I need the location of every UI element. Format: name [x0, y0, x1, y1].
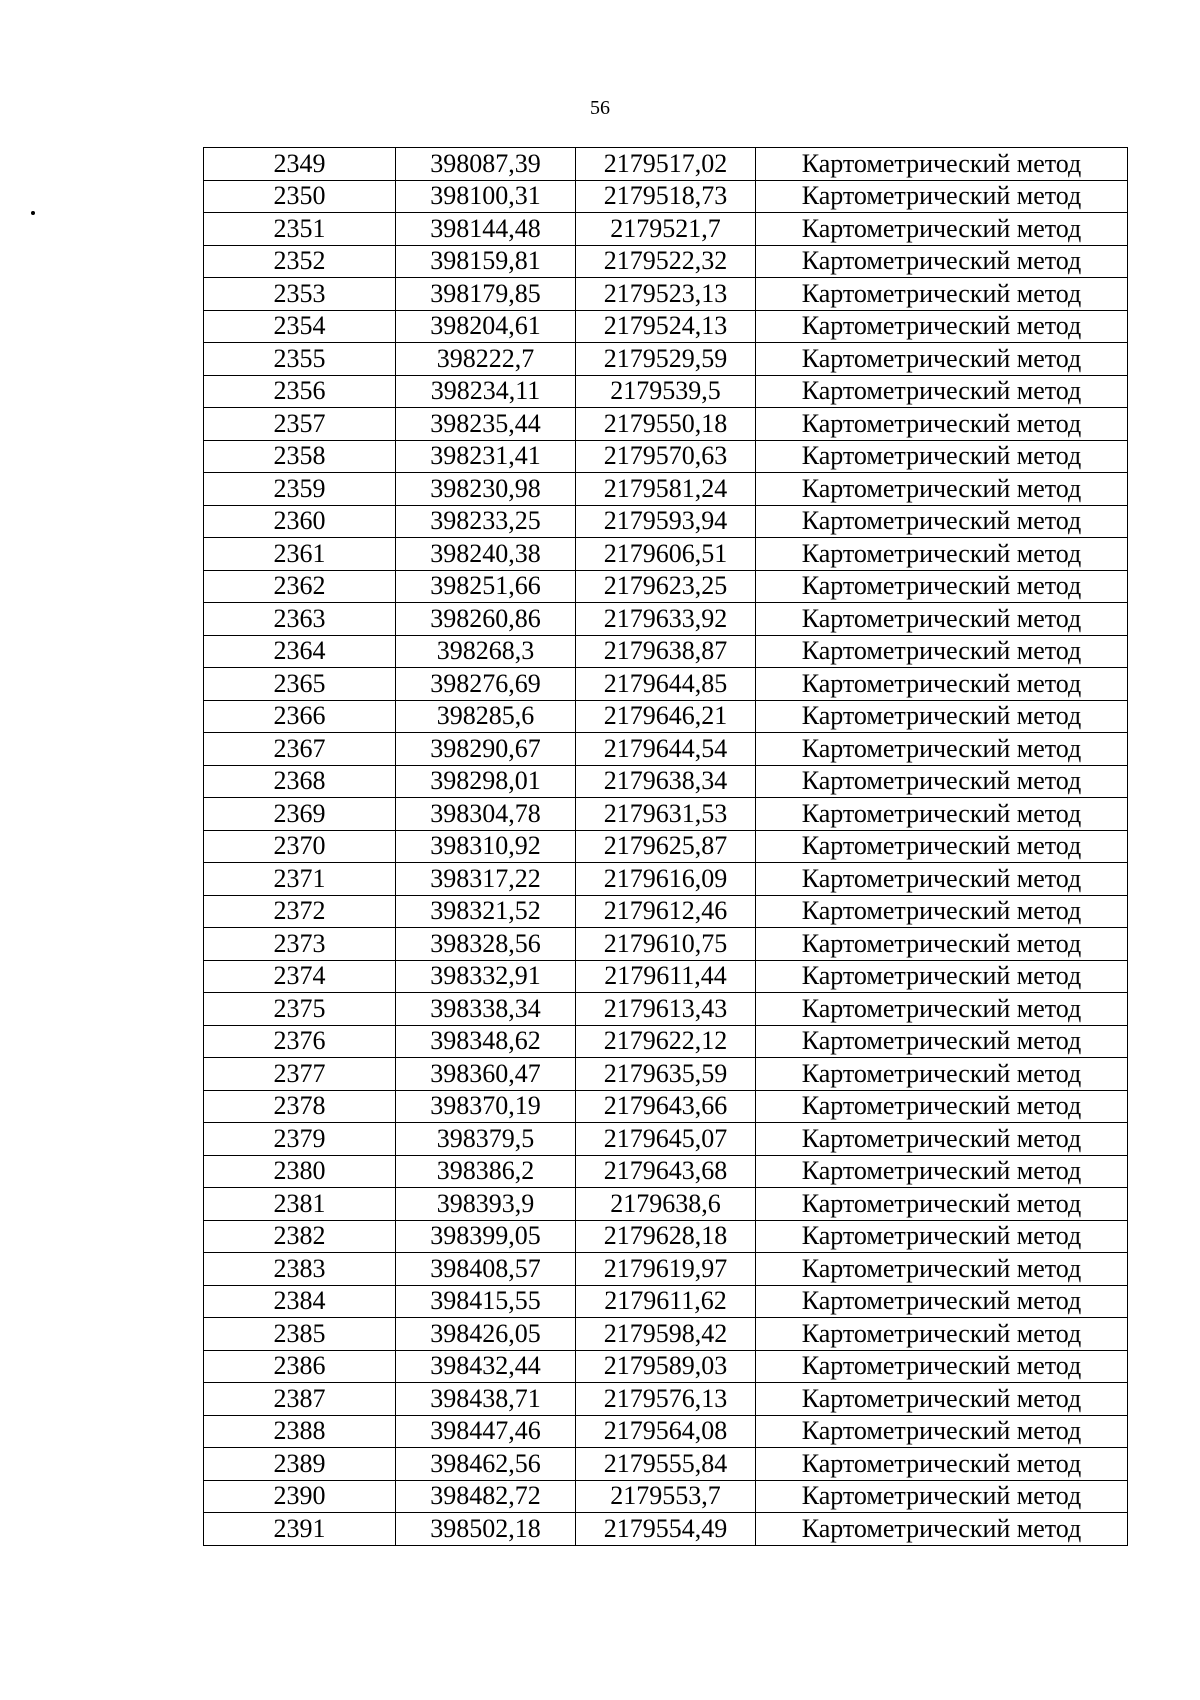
y-coordinate-cell: 2179635,59	[576, 1058, 756, 1091]
table-row	[204, 440, 1128, 473]
y-coordinate-cell: 2179524,13	[576, 310, 756, 343]
point-number-cell: 2353	[204, 278, 396, 311]
method-cell: Картометрический метод	[756, 830, 1128, 863]
point-number-cell: 2352	[204, 245, 396, 278]
method-cell: Картометрический метод	[756, 765, 1128, 798]
table-row	[204, 668, 1128, 701]
method-cell: Картометрический метод	[756, 1448, 1128, 1481]
point-number-cell: 2386	[204, 1350, 396, 1383]
x-coordinate-cell: 398233,25	[396, 505, 576, 538]
x-coordinate-cell: 398408,57	[396, 1253, 576, 1286]
x-coordinate-cell: 398298,01	[396, 765, 576, 798]
point-number-cell: 2362	[204, 570, 396, 603]
y-coordinate-cell: 2179529,59	[576, 343, 756, 376]
y-coordinate-cell: 2179522,32	[576, 245, 756, 278]
x-coordinate-cell: 398304,78	[396, 798, 576, 831]
method-cell: Картометрический метод	[756, 733, 1128, 766]
y-coordinate-cell: 2179644,54	[576, 733, 756, 766]
point-number-cell: 2380	[204, 1155, 396, 1188]
y-coordinate-cell: 2179521,7	[576, 213, 756, 246]
method-cell: Картометрический метод	[756, 538, 1128, 571]
method-cell: Картометрический метод	[756, 1155, 1128, 1188]
point-number-cell: 2378	[204, 1090, 396, 1123]
point-number-cell: 2377	[204, 1058, 396, 1091]
x-coordinate-cell: 398317,22	[396, 863, 576, 896]
point-number-cell: 2356	[204, 375, 396, 408]
coordinates-table	[203, 147, 1128, 1546]
point-number-cell: 2364	[204, 635, 396, 668]
y-coordinate-cell: 2179570,63	[576, 440, 756, 473]
x-coordinate-cell: 398370,19	[396, 1090, 576, 1123]
table-row	[204, 148, 1128, 181]
method-cell: Картометрический метод	[756, 668, 1128, 701]
x-coordinate-cell: 398234,11	[396, 375, 576, 408]
y-coordinate-cell: 2179593,94	[576, 505, 756, 538]
x-coordinate-cell: 398321,52	[396, 895, 576, 928]
x-coordinate-cell: 398338,34	[396, 993, 576, 1026]
point-number-cell: 2350	[204, 180, 396, 213]
y-coordinate-cell: 2179553,7	[576, 1480, 756, 1513]
table-row	[204, 245, 1128, 278]
point-number-cell: 2376	[204, 1025, 396, 1058]
point-number-cell: 2370	[204, 830, 396, 863]
x-coordinate-cell: 398328,56	[396, 928, 576, 961]
coordinates-table-body	[204, 148, 1128, 1546]
method-cell: Картометрический метод	[756, 895, 1128, 928]
y-coordinate-cell: 2179555,84	[576, 1448, 756, 1481]
x-coordinate-cell: 398100,31	[396, 180, 576, 213]
table-row	[204, 473, 1128, 506]
method-cell: Картометрический метод	[756, 1480, 1128, 1513]
table-row	[204, 1448, 1128, 1481]
point-number-cell: 2390	[204, 1480, 396, 1513]
method-cell: Картометрический метод	[756, 928, 1128, 961]
y-coordinate-cell: 2179638,6	[576, 1188, 756, 1221]
table-row	[204, 1155, 1128, 1188]
x-coordinate-cell: 398332,91	[396, 960, 576, 993]
y-coordinate-cell: 2179616,09	[576, 863, 756, 896]
method-cell: Картометрический метод	[756, 1220, 1128, 1253]
table-row	[204, 343, 1128, 376]
table-row	[204, 1383, 1128, 1416]
table-row	[204, 1253, 1128, 1286]
table-row	[204, 1513, 1128, 1546]
y-coordinate-cell: 2179581,24	[576, 473, 756, 506]
method-cell: Картометрический метод	[756, 1415, 1128, 1448]
point-number-cell: 2365	[204, 668, 396, 701]
table-row	[204, 830, 1128, 863]
y-coordinate-cell: 2179619,97	[576, 1253, 756, 1286]
table-row	[204, 570, 1128, 603]
point-number-cell: 2385	[204, 1318, 396, 1351]
y-coordinate-cell: 2179622,12	[576, 1025, 756, 1058]
point-number-cell: 2361	[204, 538, 396, 571]
y-coordinate-cell: 2179611,62	[576, 1285, 756, 1318]
x-coordinate-cell: 398260,86	[396, 603, 576, 636]
y-coordinate-cell: 2179612,46	[576, 895, 756, 928]
method-cell: Картометрический метод	[756, 180, 1128, 213]
table-row	[204, 1123, 1128, 1156]
point-number-cell: 2391	[204, 1513, 396, 1546]
table-row	[204, 538, 1128, 571]
method-cell: Картометрический метод	[756, 798, 1128, 831]
method-cell: Картометрический метод	[756, 375, 1128, 408]
method-cell: Картометрический метод	[756, 1513, 1128, 1546]
method-cell: Картометрический метод	[756, 213, 1128, 246]
y-coordinate-cell: 2179611,44	[576, 960, 756, 993]
x-coordinate-cell: 398251,66	[396, 570, 576, 603]
table-row	[204, 278, 1128, 311]
y-coordinate-cell: 2179576,13	[576, 1383, 756, 1416]
table-row	[204, 1318, 1128, 1351]
x-coordinate-cell: 398235,44	[396, 408, 576, 441]
y-coordinate-cell: 2179623,25	[576, 570, 756, 603]
method-cell: Картометрический метод	[756, 1090, 1128, 1123]
x-coordinate-cell: 398310,92	[396, 830, 576, 863]
point-number-cell: 2381	[204, 1188, 396, 1221]
y-coordinate-cell: 2179643,68	[576, 1155, 756, 1188]
method-cell: Картометрический метод	[756, 310, 1128, 343]
y-coordinate-cell: 2179606,51	[576, 538, 756, 571]
y-coordinate-cell: 2179643,66	[576, 1090, 756, 1123]
x-coordinate-cell: 398222,7	[396, 343, 576, 376]
point-number-cell: 2357	[204, 408, 396, 441]
method-cell: Картометрический метод	[756, 1188, 1128, 1221]
point-number-cell: 2367	[204, 733, 396, 766]
y-coordinate-cell: 2179610,75	[576, 928, 756, 961]
point-number-cell: 2359	[204, 473, 396, 506]
point-number-cell: 2349	[204, 148, 396, 181]
y-coordinate-cell: 2179518,73	[576, 180, 756, 213]
x-coordinate-cell: 398393,9	[396, 1188, 576, 1221]
table-row	[204, 700, 1128, 733]
point-number-cell: 2363	[204, 603, 396, 636]
method-cell: Картометрический метод	[756, 635, 1128, 668]
table-row	[204, 1220, 1128, 1253]
x-coordinate-cell: 398204,61	[396, 310, 576, 343]
method-cell: Картометрический метод	[756, 700, 1128, 733]
method-cell: Картометрический метод	[756, 603, 1128, 636]
method-cell: Картометрический метод	[756, 1383, 1128, 1416]
point-number-cell: 2384	[204, 1285, 396, 1318]
x-coordinate-cell: 398268,3	[396, 635, 576, 668]
method-cell: Картометрический метод	[756, 863, 1128, 896]
x-coordinate-cell: 398502,18	[396, 1513, 576, 1546]
method-cell: Картометрический метод	[756, 570, 1128, 603]
table-row	[204, 505, 1128, 538]
point-number-cell: 2366	[204, 700, 396, 733]
table-row	[204, 1025, 1128, 1058]
method-cell: Картометрический метод	[756, 148, 1128, 181]
y-coordinate-cell: 2179589,03	[576, 1350, 756, 1383]
scan-dot-mark	[31, 211, 35, 215]
x-coordinate-cell: 398230,98	[396, 473, 576, 506]
table-row	[204, 635, 1128, 668]
point-number-cell: 2351	[204, 213, 396, 246]
method-cell: Картометрический метод	[756, 960, 1128, 993]
table-row	[204, 733, 1128, 766]
x-coordinate-cell: 398447,46	[396, 1415, 576, 1448]
point-number-cell: 2382	[204, 1220, 396, 1253]
table-row	[204, 1058, 1128, 1091]
x-coordinate-cell: 398144,48	[396, 213, 576, 246]
y-coordinate-cell: 2179625,87	[576, 830, 756, 863]
point-number-cell: 2374	[204, 960, 396, 993]
x-coordinate-cell: 398415,55	[396, 1285, 576, 1318]
y-coordinate-cell: 2179645,07	[576, 1123, 756, 1156]
point-number-cell: 2368	[204, 765, 396, 798]
x-coordinate-cell: 398240,38	[396, 538, 576, 571]
point-number-cell: 2387	[204, 1383, 396, 1416]
table-row	[204, 765, 1128, 798]
point-number-cell: 2375	[204, 993, 396, 1026]
y-coordinate-cell: 2179598,42	[576, 1318, 756, 1351]
method-cell: Картометрический метод	[756, 245, 1128, 278]
table-row	[204, 1415, 1128, 1448]
table-row	[204, 1480, 1128, 1513]
point-number-cell: 2371	[204, 863, 396, 896]
point-number-cell: 2358	[204, 440, 396, 473]
point-number-cell: 2379	[204, 1123, 396, 1156]
table-row	[204, 603, 1128, 636]
point-number-cell: 2360	[204, 505, 396, 538]
x-coordinate-cell: 398462,56	[396, 1448, 576, 1481]
x-coordinate-cell: 398159,81	[396, 245, 576, 278]
table-row	[204, 993, 1128, 1026]
x-coordinate-cell: 398432,44	[396, 1350, 576, 1383]
point-number-cell: 2355	[204, 343, 396, 376]
table-row	[204, 408, 1128, 441]
y-coordinate-cell: 2179613,43	[576, 993, 756, 1026]
method-cell: Картометрический метод	[756, 408, 1128, 441]
y-coordinate-cell: 2179644,85	[576, 668, 756, 701]
y-coordinate-cell: 2179539,5	[576, 375, 756, 408]
y-coordinate-cell: 2179628,18	[576, 1220, 756, 1253]
y-coordinate-cell: 2179646,21	[576, 700, 756, 733]
x-coordinate-cell: 398231,41	[396, 440, 576, 473]
y-coordinate-cell: 2179638,34	[576, 765, 756, 798]
x-coordinate-cell: 398426,05	[396, 1318, 576, 1351]
method-cell: Картометрический метод	[756, 1350, 1128, 1383]
point-number-cell: 2372	[204, 895, 396, 928]
y-coordinate-cell: 2179638,87	[576, 635, 756, 668]
x-coordinate-cell: 398290,67	[396, 733, 576, 766]
x-coordinate-cell: 398399,05	[396, 1220, 576, 1253]
y-coordinate-cell: 2179633,92	[576, 603, 756, 636]
method-cell: Картометрический метод	[756, 1318, 1128, 1351]
table-row	[204, 960, 1128, 993]
table-row	[204, 1188, 1128, 1221]
x-coordinate-cell: 398276,69	[396, 668, 576, 701]
table-row	[204, 1090, 1128, 1123]
x-coordinate-cell: 398179,85	[396, 278, 576, 311]
x-coordinate-cell: 398285,6	[396, 700, 576, 733]
point-number-cell: 2373	[204, 928, 396, 961]
table-row	[204, 310, 1128, 343]
method-cell: Картометрический метод	[756, 1253, 1128, 1286]
method-cell: Картометрический метод	[756, 505, 1128, 538]
table-row	[204, 863, 1128, 896]
y-coordinate-cell: 2179564,08	[576, 1415, 756, 1448]
x-coordinate-cell: 398438,71	[396, 1383, 576, 1416]
x-coordinate-cell: 398379,5	[396, 1123, 576, 1156]
y-coordinate-cell: 2179554,49	[576, 1513, 756, 1546]
method-cell: Картометрический метод	[756, 1025, 1128, 1058]
method-cell: Картометрический метод	[756, 278, 1128, 311]
method-cell: Картометрический метод	[756, 473, 1128, 506]
method-cell: Картометрический метод	[756, 1058, 1128, 1091]
method-cell: Картометрический метод	[756, 343, 1128, 376]
x-coordinate-cell: 398482,72	[396, 1480, 576, 1513]
y-coordinate-cell: 2179517,02	[576, 148, 756, 181]
method-cell: Картометрический метод	[756, 1285, 1128, 1318]
point-number-cell: 2389	[204, 1448, 396, 1481]
point-number-cell: 2383	[204, 1253, 396, 1286]
x-coordinate-cell: 398386,2	[396, 1155, 576, 1188]
table-row	[204, 375, 1128, 408]
x-coordinate-cell: 398087,39	[396, 148, 576, 181]
table-row	[204, 928, 1128, 961]
y-coordinate-cell: 2179550,18	[576, 408, 756, 441]
y-coordinate-cell: 2179631,53	[576, 798, 756, 831]
table-row	[204, 1285, 1128, 1318]
table-row	[204, 798, 1128, 831]
point-number-cell: 2369	[204, 798, 396, 831]
table-row	[204, 1350, 1128, 1383]
point-number-cell: 2354	[204, 310, 396, 343]
page-number: 56	[590, 97, 610, 119]
table-row	[204, 180, 1128, 213]
table-row	[204, 213, 1128, 246]
x-coordinate-cell: 398360,47	[396, 1058, 576, 1091]
method-cell: Картометрический метод	[756, 1123, 1128, 1156]
y-coordinate-cell: 2179523,13	[576, 278, 756, 311]
method-cell: Картометрический метод	[756, 993, 1128, 1026]
x-coordinate-cell: 398348,62	[396, 1025, 576, 1058]
point-number-cell: 2388	[204, 1415, 396, 1448]
method-cell: Картометрический метод	[756, 440, 1128, 473]
table-row	[204, 895, 1128, 928]
